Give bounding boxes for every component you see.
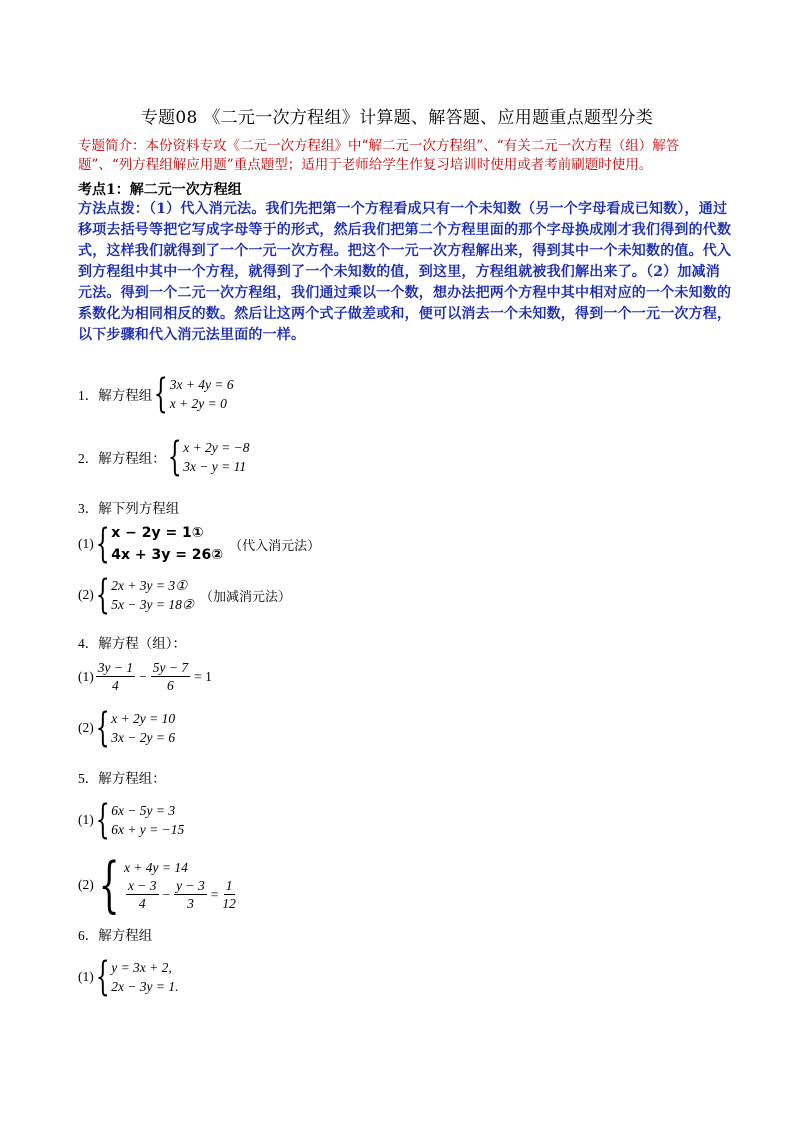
question-5-part-2 <box>78 850 238 920</box>
numerator: 1 <box>225 878 233 893</box>
fraction <box>222 877 236 912</box>
part-tag: (1) <box>78 969 94 984</box>
numerator: x − 3 <box>127 878 157 893</box>
equation: x + 2y = 0 <box>169 396 227 411</box>
brace: { <box>95 572 110 618</box>
equation: 3x + 4y = 6 <box>169 377 234 392</box>
question-1 <box>78 371 234 417</box>
equation: 5x − 3y = 18② <box>111 597 195 612</box>
equation-system <box>94 797 185 843</box>
equals-sign: = <box>210 886 219 902</box>
part-tag: (2) <box>78 587 94 602</box>
part-tag: (2) <box>78 720 94 735</box>
denominator: 12 <box>222 896 236 911</box>
topic-intro: 专题简介：本份资料专攻《二元一次方程组》中“解二元一次方程组”、“有关二元一次方程（组）解答题”、“列方程组解应用题”重点题型；适用于老师给学生作复习培训时使用或者考前刷题时使用。 <box>78 138 680 173</box>
method-note: （代入消元法） <box>229 538 321 554</box>
equation: y = 3x + 2, <box>111 960 172 975</box>
question-3-part-1 <box>78 522 320 566</box>
question-6-part-1 <box>78 954 179 1000</box>
denominator: 3 <box>187 896 194 911</box>
section-heading: 考点1：解二元一次方程组 <box>78 182 242 198</box>
equation: 3x − 2y = 6 <box>111 730 176 745</box>
numerator: 3y − 1 <box>97 660 134 675</box>
equation: x + 4y = 14 <box>123 860 188 875</box>
fraction-equation <box>124 877 238 912</box>
denominator: 4 <box>138 896 146 911</box>
question-label: 1．解方程组 <box>78 388 153 403</box>
method-note: （加减消元法） <box>200 589 292 605</box>
equation-system <box>166 434 250 480</box>
equation: 3x − y = 11 <box>183 459 247 474</box>
numerator: 5y − 7 <box>152 660 189 675</box>
question-6-label: 6．解方程组 <box>78 928 153 943</box>
denominator: 6 <box>167 678 174 693</box>
fraction <box>96 659 135 694</box>
equation: x + 2y = −8 <box>183 440 250 455</box>
equation: x − 2y = 1① <box>111 525 204 541</box>
equation-system <box>94 850 238 920</box>
brace: { <box>95 954 110 1000</box>
question-3-label: 3．解下列方程组 <box>78 501 180 516</box>
equation: 6x − 5y = 3 <box>111 803 176 818</box>
equation: x + 2y = 10 <box>111 711 176 726</box>
equation-system <box>94 705 176 751</box>
page-title: 专题08 《二元一次方程组》计算题、解答题、应用题重点题型分类 <box>140 108 654 128</box>
part-tag: (1) <box>78 668 94 684</box>
equation-system <box>94 522 223 566</box>
fraction <box>151 659 190 694</box>
equation: 6x + y = −15 <box>111 822 185 837</box>
question-4-part-1 <box>78 659 214 694</box>
brace: { <box>95 521 110 567</box>
right-hand-side: = 1 <box>194 668 212 684</box>
operator: − <box>162 886 171 902</box>
part-tag: (1) <box>78 536 94 551</box>
method-tips: 方法点拨：（1）代入消元法。我们先把第一个方程看成只有一个未知数（另一个字母看成已知数），通过移项去括号等把它写成字母等于的形式，然后我们把第二个方程里面的那个字母换成刚才我们得到的代数式，这样我们就得到了一个一元一次方程。把这个一元一次方程解出来，得到其中一个未知数的值。代入到方程组中其中一个方程，就得到了一个未知数的值，到这里，方程组就被我们解出来了。（2）加减消元法。得到一个二元一次方程组，我们通过乘以一个数，想办法把两个方程中其中相对应的一个未知数的系数化为相同相反的数。然后让这两个式子做差或和，便可以消去一个未知数，得到一个一元一次方程，以下步骤和代入消元法里面的一样。 <box>78 201 732 343</box>
brace: { <box>167 434 182 480</box>
brace: { <box>98 850 120 920</box>
part-tag: (2) <box>78 877 94 892</box>
operator: − <box>139 668 147 684</box>
brace: { <box>95 705 110 751</box>
brace: { <box>153 371 168 417</box>
numerator: y − 3 <box>176 878 205 893</box>
part-tag: (1) <box>78 812 94 827</box>
question-4-label: 4．解方程（组）： <box>78 636 186 651</box>
fraction <box>126 877 159 912</box>
brace: { <box>95 797 110 843</box>
question-3-part-2 <box>78 572 292 618</box>
equation-system <box>94 572 195 618</box>
equation: 2x + 3y = 3① <box>111 578 188 593</box>
equation: 2x − 3y = 1. <box>111 979 179 994</box>
question-5-label: 5．解方程组： <box>78 771 166 786</box>
question-4-part-2 <box>78 705 176 751</box>
question-5-part-1 <box>78 797 185 843</box>
denominator: 4 <box>112 678 119 693</box>
equation: 4x + 3y = 26② <box>111 547 224 563</box>
question-2 <box>78 434 250 480</box>
question-label: 2．解方程组： <box>78 451 166 466</box>
equation-system <box>94 954 179 1000</box>
fraction <box>174 877 207 912</box>
equation-system <box>152 371 234 417</box>
